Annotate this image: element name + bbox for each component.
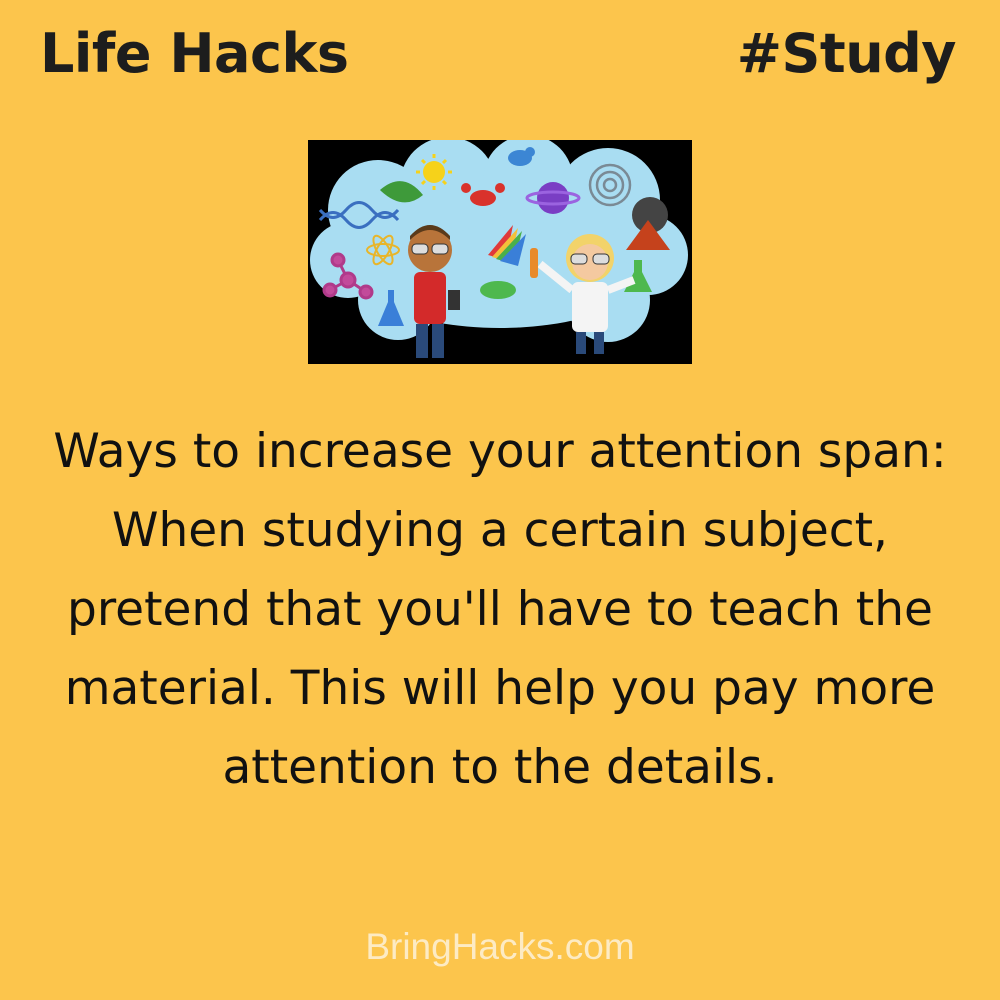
kids-science-illustration — [308, 140, 692, 364]
page-title: Life Hacks — [40, 22, 349, 85]
rocket-icon — [480, 281, 516, 299]
science-illustration-icon — [308, 140, 692, 364]
hack-description: Ways to increase your attention span: When studying a certain subject, pretend that you'll have to teach the material. This will help you pay more attention to the details. — [53, 424, 947, 795]
hashtag-label: #Study — [736, 22, 956, 85]
site-footer: BringHacks.com — [365, 926, 635, 967]
cloud-shape — [310, 140, 688, 342]
